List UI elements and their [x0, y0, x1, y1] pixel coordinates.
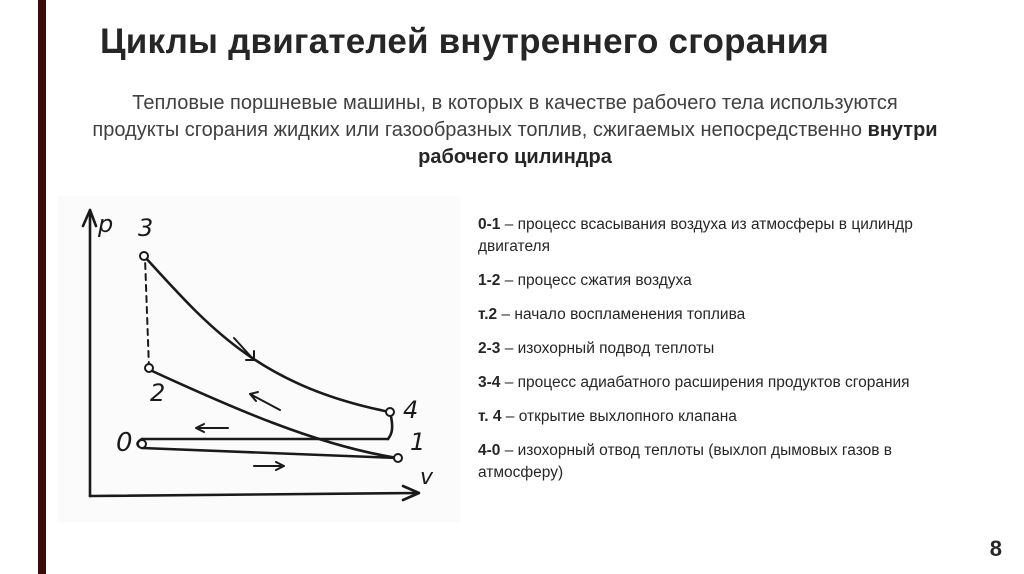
- legend-item-2-3: [478, 338, 978, 360]
- legend-key: т.2: [478, 306, 498, 323]
- point-2: [145, 364, 153, 372]
- label-point-2: 2: [150, 379, 166, 407]
- point-0: [138, 440, 146, 448]
- axis-y-label: p: [98, 210, 114, 238]
- legend-key: 1-2: [478, 272, 501, 289]
- legend-key: 0-1: [478, 216, 501, 233]
- arrow-expansion: [234, 338, 254, 360]
- curve-3-4: [144, 256, 390, 412]
- slide-title: Циклы двигателей внутреннего сгорания: [100, 22, 830, 61]
- arrow-intake: [254, 462, 284, 470]
- point-1: [394, 454, 402, 462]
- legend-key: т. 4: [478, 408, 502, 425]
- point-3: [140, 252, 148, 260]
- legend-item-1-2: [478, 270, 978, 292]
- curve-2-1: [150, 370, 398, 458]
- legend-text: – процесс всасывания воздуха из атмосферы в цилиндр двигателя: [478, 216, 913, 255]
- point-4: [386, 408, 394, 416]
- legend-key: 2-3: [478, 340, 501, 357]
- legend-item-t2: [478, 304, 978, 326]
- pv-diagram-svg: [58, 196, 460, 522]
- subtitle-text: Тепловые поршневые машины, в которых в качестве рабочего тела используются продукты сгорания жидких или газообразных топлив, сжигаемых непосредственно: [92, 92, 898, 141]
- legend-text: – процесс адиабатного расширения продуктов сгорания: [500, 374, 910, 391]
- x-axis: [90, 493, 418, 496]
- label-point-1: 1: [410, 428, 426, 456]
- accent-bar: [38, 0, 46, 574]
- legend-item-t4: [478, 406, 978, 428]
- legend-text: – изохорный отвод теплоты (выхлоп дымовых газов в атмосферу): [478, 442, 893, 481]
- arrow-compression: [250, 392, 280, 410]
- legend-item-4-0: [478, 440, 978, 484]
- axis-x-label: v: [420, 465, 434, 490]
- legend-text: – начало воспламенения топлива: [497, 306, 746, 323]
- legend-text: – открытие выхлопного клапана: [501, 408, 737, 425]
- page-number: 8: [989, 536, 1002, 561]
- label-point-4: 4: [403, 396, 419, 424]
- legend-item-3-4: [478, 372, 978, 394]
- label-point-3: 3: [138, 214, 154, 242]
- isochore-2-3: [145, 258, 149, 368]
- legend-key: 4-0: [478, 442, 501, 459]
- subtitle-bold-text: внутри рабочего цилиндра: [418, 119, 938, 168]
- legend-item-0-1: [478, 214, 978, 258]
- legend-text: – процесс сжатия воздуха: [500, 272, 692, 289]
- process-legend: [478, 214, 978, 496]
- slide-subtitle: [90, 90, 940, 171]
- legend-text: – изохорный подвод теплоты: [500, 340, 715, 357]
- label-point-0: 0: [116, 428, 133, 458]
- arrow-exhaust: [196, 424, 228, 432]
- legend-key: 3-4: [478, 374, 501, 391]
- pv-diagram: [58, 196, 460, 522]
